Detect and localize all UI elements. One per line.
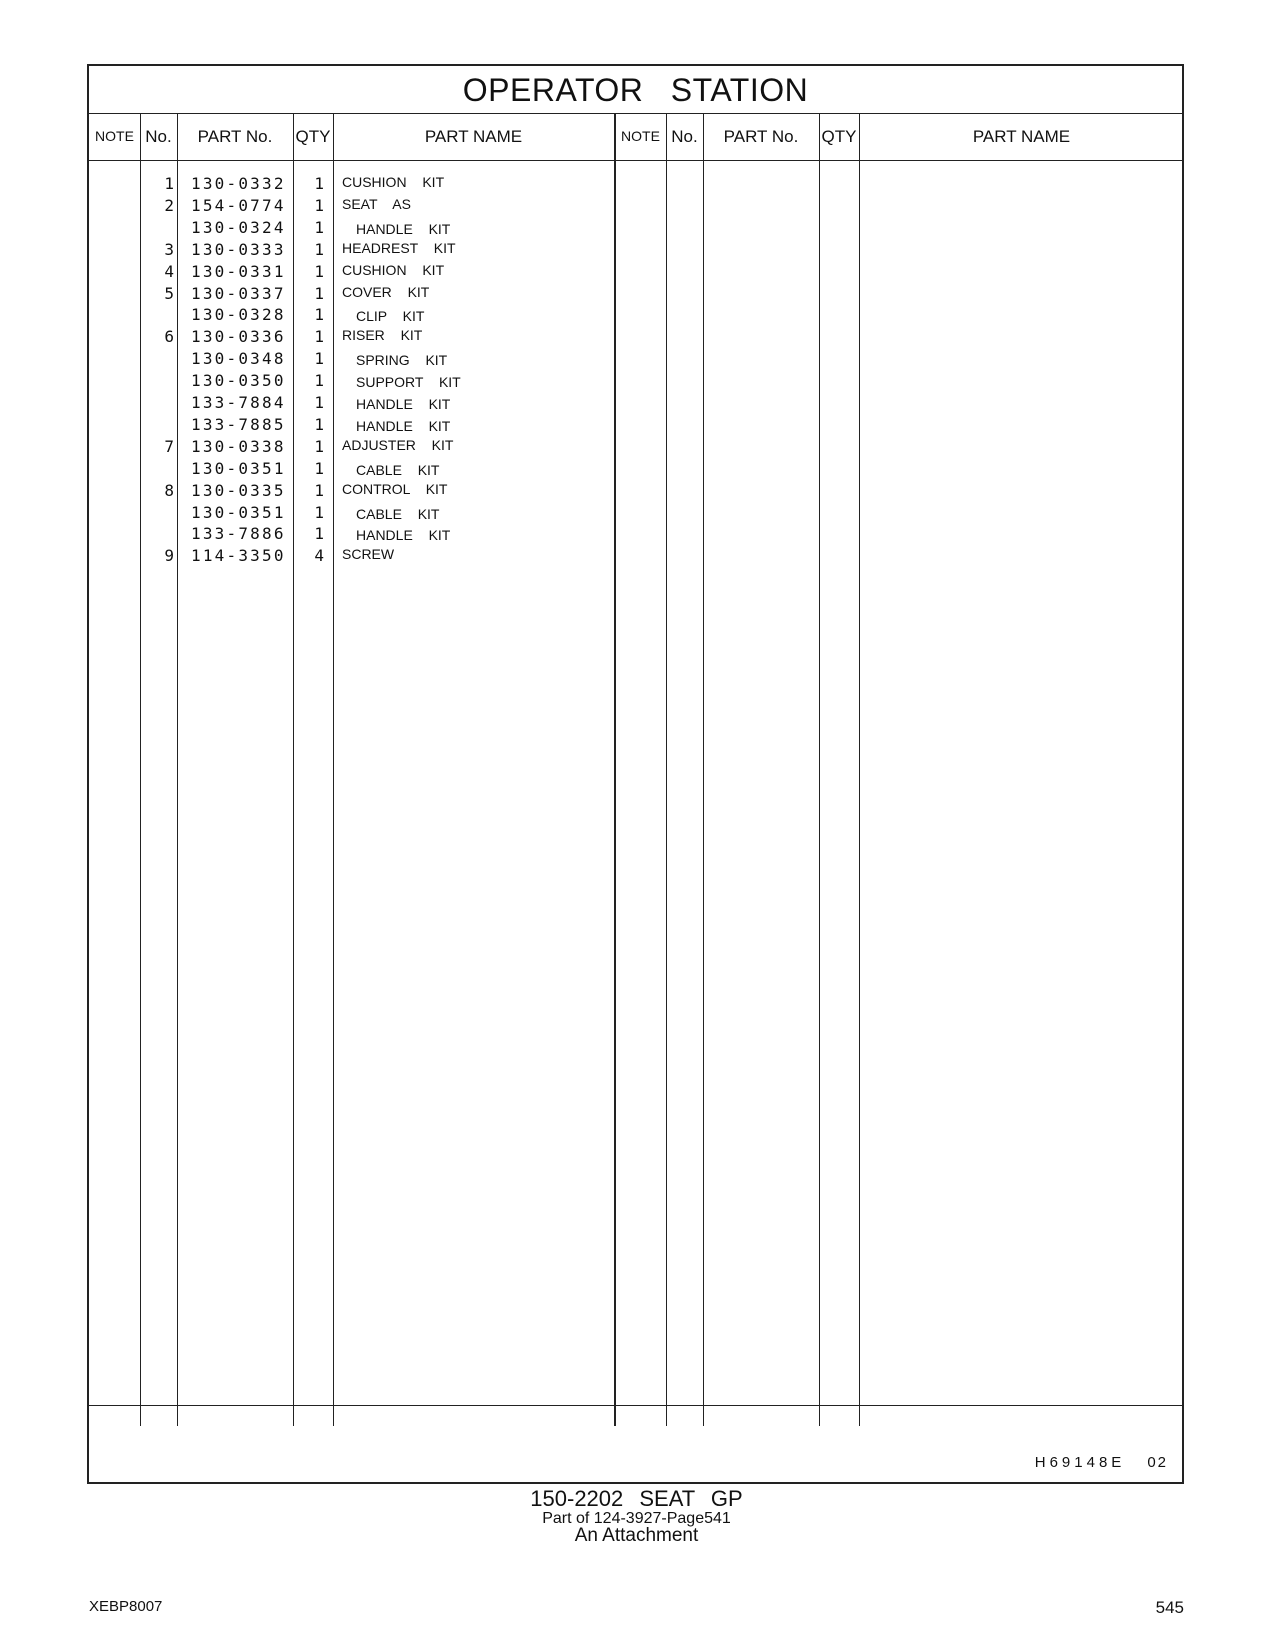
quantity: 1 (314, 283, 324, 303)
part-number: 133-7886 (191, 524, 286, 544)
header-no-right: No. (671, 127, 698, 146)
quantity: 1 (314, 371, 324, 391)
part-number: 130-0328 (191, 305, 286, 325)
header-qty-left: QTY (295, 127, 331, 146)
part-name: COVER KIT (342, 283, 430, 300)
part-number: 130-0336 (191, 327, 286, 347)
table-row (89, 327, 1182, 350)
quantity: 1 (314, 349, 324, 369)
drawing-number: H69148E (1034, 1454, 1126, 1471)
table-row (89, 524, 1182, 547)
part-number: 130-0337 (191, 283, 286, 303)
part-name: HEADREST KIT (342, 239, 456, 256)
part-name: CABLE KIT (356, 461, 440, 478)
quantity: 1 (314, 174, 324, 193)
part-name: HANDLE KIT (356, 396, 451, 412)
quantity: 1 (314, 502, 324, 522)
item-number: 1 (164, 174, 174, 193)
part-of-caption: Part of 124-3927-Page541 (542, 1510, 731, 1527)
part-name: HANDLE KIT (356, 417, 451, 434)
part-name: CABLE KIT (356, 505, 440, 522)
quantity: 1 (314, 393, 324, 412)
part-number: 130-0332 (191, 174, 286, 193)
item-number: 2 (164, 195, 174, 215)
part-number: 133-7885 (191, 414, 286, 434)
quantity: 4 (314, 546, 324, 566)
part-name: CLIP KIT (356, 308, 425, 325)
item-number: 3 (164, 239, 174, 259)
table-row (89, 481, 1182, 504)
page-number: 545 (1155, 1598, 1184, 1617)
part-number: 130-0338 (191, 436, 286, 456)
table-row (89, 459, 1182, 482)
attachment-caption: An Attachment (574, 1525, 699, 1546)
item-number: 5 (164, 283, 174, 303)
footer-divider (89, 1405, 1182, 1406)
part-name: CUSHION KIT (342, 174, 445, 190)
table-row (89, 393, 1182, 416)
part-name: SEAT AS (342, 195, 411, 212)
part-number: 130-0333 (191, 239, 286, 259)
quantity: 1 (314, 305, 324, 325)
part-name: CUSHION KIT (342, 261, 445, 278)
quantity: 1 (314, 524, 324, 544)
group-caption: 150-2202 SEAT GP (530, 1486, 743, 1511)
part-number: 130-0348 (191, 349, 286, 369)
table-row (89, 196, 1182, 219)
quantity: 1 (314, 327, 324, 347)
part-number: 130-0351 (191, 458, 286, 478)
table-header (89, 113, 1182, 161)
parts-table-frame (87, 64, 1184, 1484)
table-row (89, 437, 1182, 460)
part-name: RISER KIT (342, 327, 423, 344)
table-row (89, 262, 1182, 285)
header-note-right: NOTE (621, 128, 660, 144)
header-note-left: NOTE (95, 128, 134, 144)
part-number: 133-7884 (191, 393, 286, 412)
quantity: 1 (314, 414, 324, 434)
item-number: 9 (164, 546, 174, 566)
item-number: 7 (164, 436, 174, 456)
drawing-code (1035, 1454, 1168, 1471)
table-row (89, 218, 1182, 241)
revision: 02 (1147, 1454, 1168, 1471)
table-row (89, 371, 1182, 394)
table-row (89, 305, 1182, 328)
part-name: SUPPORT KIT (356, 374, 461, 391)
table-row (89, 349, 1182, 372)
quantity: 1 (314, 195, 324, 215)
part-number: 130-0350 (191, 371, 286, 391)
table-row (89, 240, 1182, 263)
table-row (89, 546, 1182, 569)
quantity: 1 (314, 261, 324, 281)
document-id: XEBP8007 (89, 1598, 163, 1615)
item-number: 4 (164, 261, 174, 281)
header-no-left: No. (145, 127, 172, 146)
quantity: 1 (314, 239, 324, 259)
header-part-no-right: PART No. (723, 127, 799, 146)
quantity: 1 (314, 458, 324, 478)
part-name: ADJUSTER KIT (342, 436, 454, 453)
part-name: HANDLE KIT (356, 220, 451, 237)
quantity: 1 (314, 217, 324, 237)
quantity: 1 (314, 436, 324, 456)
part-number: 130-0331 (191, 261, 286, 281)
quantity: 1 (314, 480, 324, 500)
table-row (89, 503, 1182, 526)
item-number: 6 (164, 327, 174, 347)
part-name: SPRING KIT (356, 352, 448, 369)
table-row (89, 174, 1182, 197)
part-name: CONTROL KIT (342, 480, 448, 497)
part-name: HANDLE KIT (356, 527, 451, 544)
header-part-name-right: PART NAME (972, 127, 1071, 146)
table-row (89, 284, 1182, 307)
part-number: 130-0351 (191, 502, 286, 522)
header-part-name-left: PART NAME (424, 127, 523, 146)
header-qty-right: QTY (821, 127, 857, 146)
item-number: 8 (164, 480, 174, 500)
part-name: SCREW (342, 546, 395, 563)
part-number: 114-3350 (191, 546, 286, 566)
section-title: OPERATOR STATION (89, 66, 1182, 114)
table-row (89, 415, 1182, 438)
header-part-no-left: PART No. (197, 127, 273, 146)
part-number: 154-0774 (191, 195, 286, 215)
part-number: 130-0335 (191, 480, 286, 500)
part-number: 130-0324 (191, 217, 286, 237)
